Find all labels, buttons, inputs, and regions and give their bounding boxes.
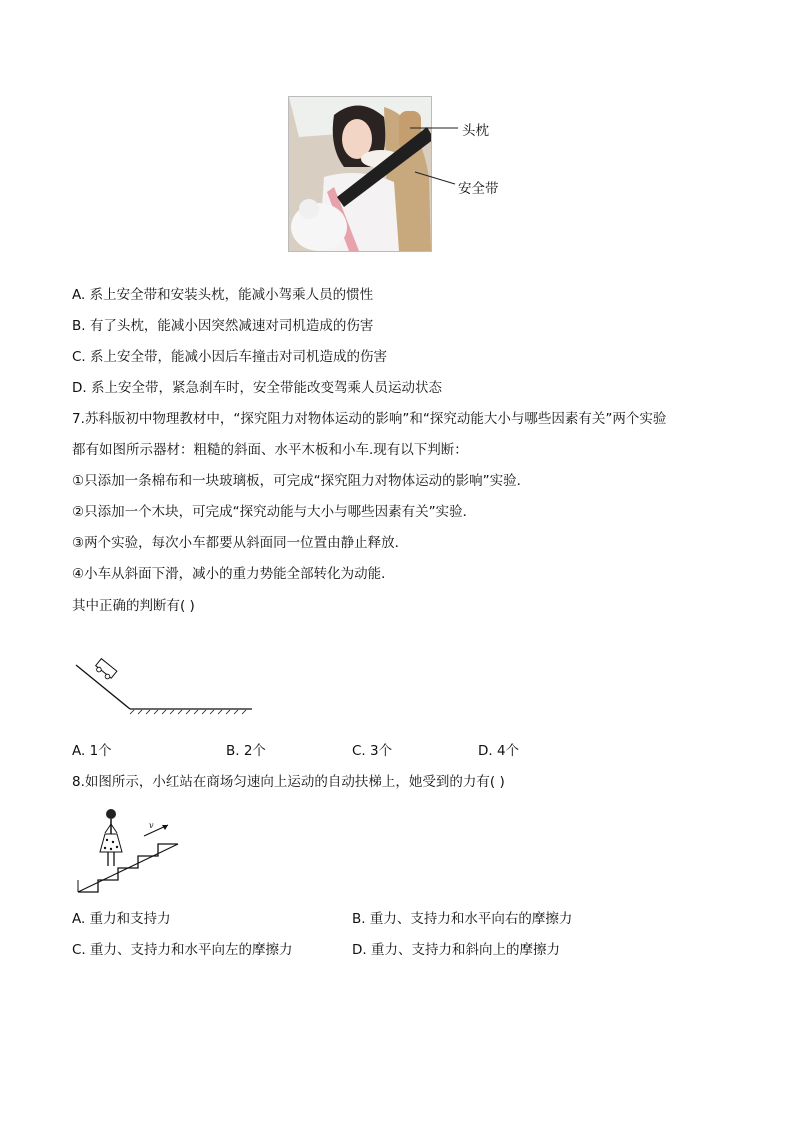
escalator-figure	[76, 800, 186, 900]
q7-judgment-2: ②只添加一个木块，可完成“探究动能与大小与哪些因素有关”实验．	[72, 504, 477, 520]
q6-option-b: B. 有了头枕，能减小因突然减速对司机造成的伤害	[72, 318, 374, 334]
q7-option-a: A. 1个	[72, 743, 112, 759]
q7-judgment-1: ①只添加一条棉布和一块玻璃板，可完成“探究阻力对物体运动的影响”实验．	[72, 473, 531, 489]
velocity-label: v	[149, 821, 154, 830]
q8-option-c: C. 重力、支持力和水平向左的摩擦力	[72, 942, 293, 958]
q7-judgment-4: ④小车从斜面下滑，减小的重力势能全部转化为动能．	[72, 566, 395, 582]
q7-judgment-3: ③两个实验，每次小车都要从斜面同一位置由静止释放．	[72, 535, 409, 551]
q6-option-a: A. 系上安全带和安装头枕，能减小驾乘人员的惯性	[72, 287, 374, 303]
q7-stem-line2: 都有如图所示器材：粗糙的斜面、水平木板和小车.现有以下判断：	[72, 442, 468, 458]
q8-option-a: A. 重力和支持力	[72, 911, 171, 927]
q7-option-c: C. 3个	[352, 743, 393, 759]
q7-option-d: D. 4个	[478, 743, 520, 759]
headrest-label: 头枕	[462, 123, 489, 139]
q6-option-d: D. 系上安全带，紧急刹车时，安全带能改变驾乘人员运动状态	[72, 380, 442, 396]
q8-option-d: D. 重力、支持力和斜向上的摩擦力	[352, 942, 560, 958]
q8-stem: 8.如图所示，小红站在商场匀速向上运动的自动扶梯上，她受到的力有( )	[72, 774, 505, 790]
q6-option-c: C. 系上安全带，能减小因后车撞击对司机造成的伤害	[72, 349, 388, 365]
q7-stem-line1: 7.苏科版初中物理教材中，“探究阻力对物体运动的影响”和“探究动能大小与哪些因素有关”两个实验	[72, 411, 667, 427]
seatbelt-label: 安全带	[458, 181, 499, 197]
q7-question: 其中正确的判断有( )	[72, 598, 195, 614]
q8-option-b: B. 重力、支持力和水平向右的摩擦力	[352, 911, 573, 927]
q7-option-b: B. 2个	[226, 743, 266, 759]
incline-cart-figure	[72, 655, 257, 720]
